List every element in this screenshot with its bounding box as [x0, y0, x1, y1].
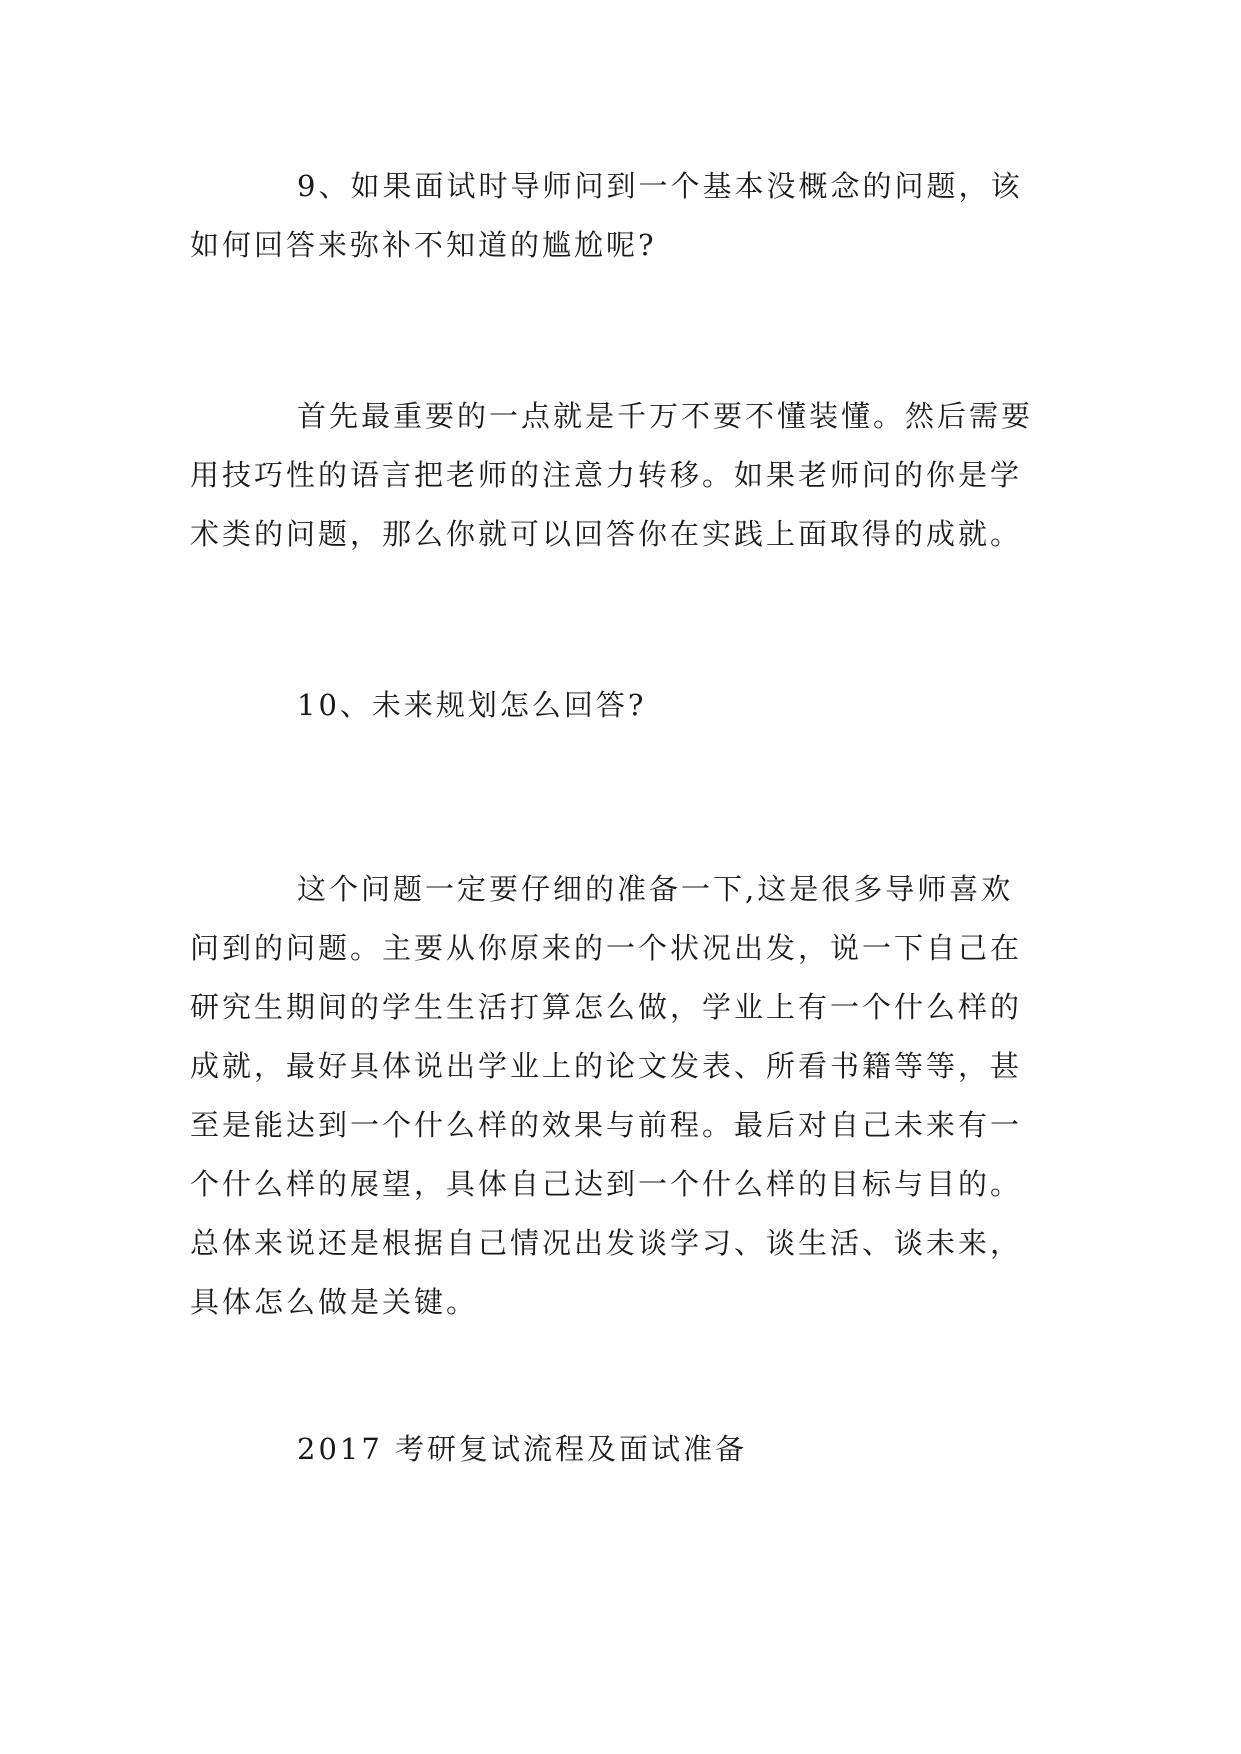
- answer-10-line: 这个问题一定要仔细的准备一下,这是很多导师喜欢: [297, 872, 1014, 906]
- section-heading-text: 2017 考研复试流程及面试准备: [297, 1432, 748, 1466]
- answer-9-line: 术类的问题，那么你就可以回答你在实践上面取得的成就。: [190, 517, 1023, 551]
- section-heading: [190, 1420, 1050, 1479]
- answer-10-line: 问到的问题。主要从你原来的一个状况出发，说一下自己在: [190, 931, 1023, 965]
- answer-10-line: 具体怎么做是关键。: [190, 1285, 479, 1319]
- answer-10-line: 总体来说还是根据自己情况出发谈学习、谈生活、谈未来，: [190, 1226, 1023, 1260]
- question-9-line: 如何回答来弥补不知道的尴尬呢?: [190, 228, 657, 262]
- question-10: [190, 676, 1050, 735]
- answer-10-line: 个什么样的展望，具体自己达到一个什么样的目标与目的。: [190, 1167, 1023, 1201]
- question-10-line: 10、未来规划怎么回答?: [297, 688, 647, 722]
- answer-9-line: 用技巧性的语言把老师的注意力转移。如果老师问的你是学: [190, 458, 1023, 492]
- answer-10-line: 成就，最好具体说出学业上的论文发表、所看书籍等等，甚: [190, 1049, 1023, 1083]
- answer-10-line: 研究生期间的学生生活打算怎么做，学业上有一个什么样的: [190, 990, 1023, 1024]
- answer-10: [190, 860, 1050, 1332]
- question-9-line: 9、如果面试时导师问到一个基本没概念的问题，该: [297, 169, 1023, 203]
- answer-10-line: 至是能达到一个什么样的效果与前程。最后对自己未来有一: [190, 1108, 1023, 1142]
- answer-9: [190, 387, 1050, 564]
- question-9: [190, 157, 1050, 275]
- answer-9-line: 首先最重要的一点就是千万不要不懂装懂。然后需要: [297, 399, 1034, 433]
